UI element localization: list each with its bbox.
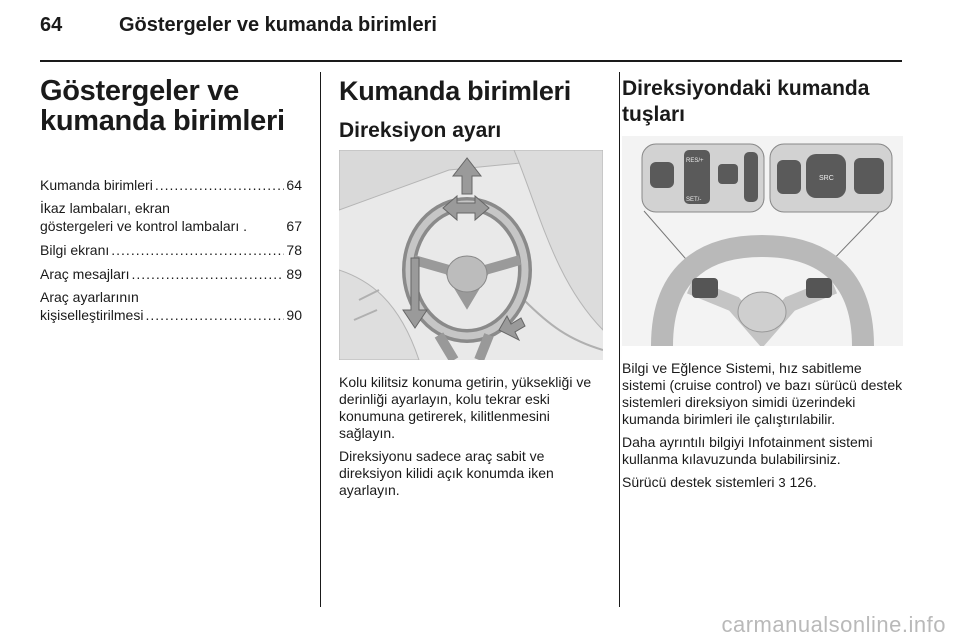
subsection-title: Direksiyon ayarı [339, 119, 502, 142]
table-of-contents [40, 176, 302, 324]
toc-entry-text: göstergeleri ve kontrol lambaları . [40, 218, 247, 234]
toc-entry[interactable] [40, 241, 302, 259]
watermark: carmanualsonline.info [721, 612, 946, 637]
toc-leader-dots [145, 306, 284, 324]
column-divider-2 [619, 72, 620, 607]
reference-page: 126. [789, 474, 817, 490]
subsection-title-line1: Direksiyondaki kumanda [622, 77, 870, 100]
toc-entry-text: Araç mesajları [40, 266, 130, 282]
chapter-title [40, 76, 302, 136]
toc-entry[interactable] [40, 289, 302, 324]
toc-entry[interactable] [40, 265, 302, 283]
steering-wheel-illustration [339, 150, 603, 360]
page-header [40, 14, 900, 44]
section-title: Kumanda birimleri [339, 76, 571, 106]
reference-arrow-icon: 3 [778, 475, 786, 490]
toc-leader-dots [131, 265, 284, 283]
toc-entry-text: kişiselleştirilmesi [40, 307, 144, 323]
steering-controls-column [622, 76, 904, 128]
toc-leader-dots [155, 176, 285, 194]
toc-entry-page: 67 [286, 218, 302, 234]
set-button-label: SET/- [686, 197, 702, 203]
res-button-label: RES/+ [686, 158, 704, 164]
chapter-title-line2: kumanda birimleri [40, 105, 285, 137]
column-divider-1 [320, 72, 321, 607]
running-title: Göstergeler ve kumanda birimleri [119, 14, 437, 36]
steering-controls-illustration [622, 136, 903, 346]
subsection-title [622, 76, 904, 128]
steering-adjustment-figure [339, 150, 603, 360]
toc-entry-text: Bilgi ekranı [40, 242, 110, 258]
steering-controls-figure [622, 136, 903, 346]
cross-reference[interactable] [622, 474, 904, 491]
paragraph: Direksiyonu sadece araç sabit ve direksiyon kilidi açık konumda iken ayarlayın. [339, 448, 554, 498]
toc-entry-page: 64 [286, 177, 302, 193]
reference-text: Sürücü destek sistemleri [622, 474, 775, 490]
steering-controls-text [622, 360, 904, 497]
toc-entry-text-line: Araç ayarlarının [40, 289, 139, 305]
page-number: 64 [40, 14, 63, 36]
toc-entry-text-line: İkaz lambaları, ekran [40, 200, 170, 216]
src-button-label: SRC [819, 175, 834, 182]
steering-adjustment-column [339, 76, 603, 144]
chapter-title-line1: Göstergeler ve [40, 75, 239, 107]
paragraph: Kolu kilitsiz konuma getirin, yüksekliği ve derinliği ayarlayın, kolu tekrar eski konumuna getirerek, kilitlenmesini sağlayın. [339, 374, 592, 441]
paragraph: Bilgi ve Eğlence Sistemi, hız sabitleme sistemi (cruise control) ve bazı sürücü destek sistemleri direksiyon simidi üzerindeki kumanda birimleri ile çalıştırılabilir. [622, 360, 903, 427]
toc-entry-page: 89 [286, 266, 302, 282]
paragraph: Daha ayrıntılı bilgiyi Infotainment sistemi kullanma kılavuzunda bulabilirsiniz. [622, 434, 873, 467]
toc-entry-page: 90 [286, 307, 302, 323]
subsection-title-line2: tuşları [622, 103, 686, 126]
toc-entry[interactable] [40, 200, 302, 235]
toc-entry-page: 78 [286, 242, 302, 258]
toc-leader-dots [111, 241, 284, 259]
header-rule [40, 60, 902, 62]
chapter-column [40, 76, 302, 330]
steering-adjustment-text [339, 374, 603, 505]
toc-entry[interactable] [40, 176, 302, 194]
toc-entry-text: Kumanda birimleri [40, 177, 153, 193]
